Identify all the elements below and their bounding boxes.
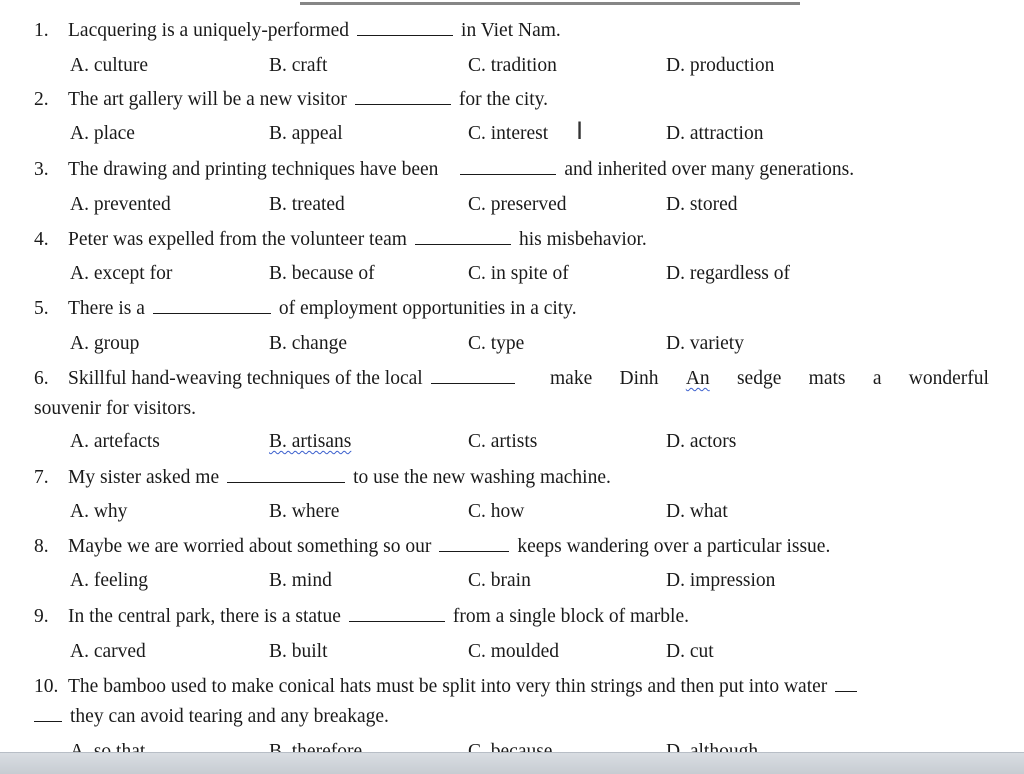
option-a[interactable]: A. group <box>70 333 140 354</box>
question-number: 9. <box>34 606 49 627</box>
question-text: The art gallery will be a new visitor <box>68 89 347 110</box>
option-d[interactable]: D. impression <box>666 570 776 591</box>
option-b[interactable]: B. craft <box>269 55 328 76</box>
question-10-line-2 <box>34 705 389 729</box>
question-text-end: his misbehavior. <box>518 229 647 250</box>
question-text-end: they can avoid tearing and any breakage. <box>70 706 389 727</box>
option-a[interactable]: A. place <box>70 123 135 144</box>
option-c[interactable]: C. moulded <box>468 641 559 662</box>
question-number: 4. <box>34 229 49 250</box>
answer-blank <box>227 481 345 483</box>
option-d[interactable]: D. cut <box>666 641 714 662</box>
question-number: 1. <box>34 20 49 41</box>
word: make <box>550 368 593 389</box>
option-b[interactable]: B. treated <box>269 194 345 215</box>
text-cursor-icon: I <box>576 117 584 145</box>
question-text: The drawing and printing techniques have been <box>68 159 439 180</box>
option-c[interactable]: C. how <box>468 501 525 522</box>
question-number: 5. <box>34 298 49 319</box>
question-6-line-2: souvenir for visitors. <box>34 398 196 419</box>
question-number: 6. <box>34 368 49 389</box>
answer-blank <box>153 312 271 314</box>
option-d[interactable]: D. attraction <box>666 123 764 144</box>
answer-blank <box>355 103 451 105</box>
word: wonderful <box>908 368 989 389</box>
option-a[interactable]: A. carved <box>70 641 146 662</box>
option-b[interactable]: B. because of <box>269 263 375 284</box>
answer-blank <box>415 243 511 245</box>
answer-blank <box>835 690 857 692</box>
question-text: Maybe we are worried about something so our <box>68 536 432 557</box>
option-c[interactable]: C. brain <box>468 570 531 591</box>
word: Dinh <box>619 368 659 389</box>
option-a[interactable]: A. artefacts <box>70 431 160 452</box>
option-c[interactable]: C. preserved <box>468 194 567 215</box>
option-b[interactable]: B. artisans <box>269 431 352 452</box>
option-b[interactable]: B. mind <box>269 570 332 591</box>
question-number: 7. <box>34 467 49 488</box>
question-text: In the central park, there is a statue <box>68 606 341 627</box>
question-number: 8. <box>34 536 49 557</box>
question-text: Lacquering is a uniquely-performed <box>68 20 350 41</box>
answer-blank <box>357 34 453 36</box>
question-text: The bamboo used to make conical hats must be split into very thin strings and then put into water <box>68 676 828 697</box>
option-a[interactable]: A. except for <box>70 263 173 284</box>
option-c[interactable]: C. in spite of <box>468 263 569 284</box>
cut-off-header-line <box>300 0 800 5</box>
option-d[interactable]: D. what <box>666 501 728 522</box>
word-spellcheck: An <box>685 368 710 389</box>
option-b[interactable]: B. appeal <box>269 123 343 144</box>
option-c[interactable]: C. interest <box>468 123 549 144</box>
question-number: 10. <box>34 676 59 697</box>
option-d[interactable]: D. regardless of <box>666 263 790 284</box>
window-bottom-bar <box>0 752 1024 774</box>
option-d[interactable]: D. stored <box>666 194 738 215</box>
option-a[interactable]: A. feeling <box>70 570 148 591</box>
question-text-end: for the city. <box>458 89 549 110</box>
option-c[interactable]: C. tradition <box>468 55 557 76</box>
answer-blank <box>460 173 556 175</box>
question-text: Skillful hand-weaving techniques of the local <box>68 368 423 389</box>
question-text-end: and inherited over many generations. <box>564 159 855 180</box>
answer-blank <box>349 620 445 622</box>
question-text-end: of employment opportunities in a city. <box>278 298 577 319</box>
question-text-end: to use the new washing machine. <box>353 467 611 488</box>
option-d[interactable]: D. variety <box>666 333 744 354</box>
option-b[interactable]: B. where <box>269 501 340 522</box>
option-a[interactable]: A. culture <box>70 55 148 76</box>
question-text: Peter was expelled from the volunteer team <box>68 229 407 250</box>
question-text-end: keeps wandering over a particular issue. <box>517 536 831 557</box>
option-c[interactable]: C. type <box>468 333 525 354</box>
option-b[interactable]: B. change <box>269 333 347 354</box>
question-text-end: from a single block of marble. <box>452 606 689 627</box>
answer-blank-continued <box>34 720 62 722</box>
option-c[interactable]: C. artists <box>468 431 538 452</box>
question-number: 2. <box>34 89 49 110</box>
option-d[interactable]: D. production <box>666 55 775 76</box>
option-a[interactable]: A. prevented <box>70 194 171 215</box>
option-d[interactable]: D. actors <box>666 431 737 452</box>
option-b[interactable]: B. built <box>269 641 328 662</box>
answer-blank <box>439 550 509 552</box>
word: a <box>872 368 882 389</box>
question-text: There is a <box>68 298 145 319</box>
word: sedge <box>736 368 782 389</box>
question-text-end: in Viet Nam. <box>461 20 561 41</box>
answer-blank <box>431 382 515 384</box>
word: mats <box>808 368 846 389</box>
question-text: My sister asked me <box>68 467 220 488</box>
option-a[interactable]: A. why <box>70 501 128 522</box>
question-number: 3. <box>34 159 49 180</box>
